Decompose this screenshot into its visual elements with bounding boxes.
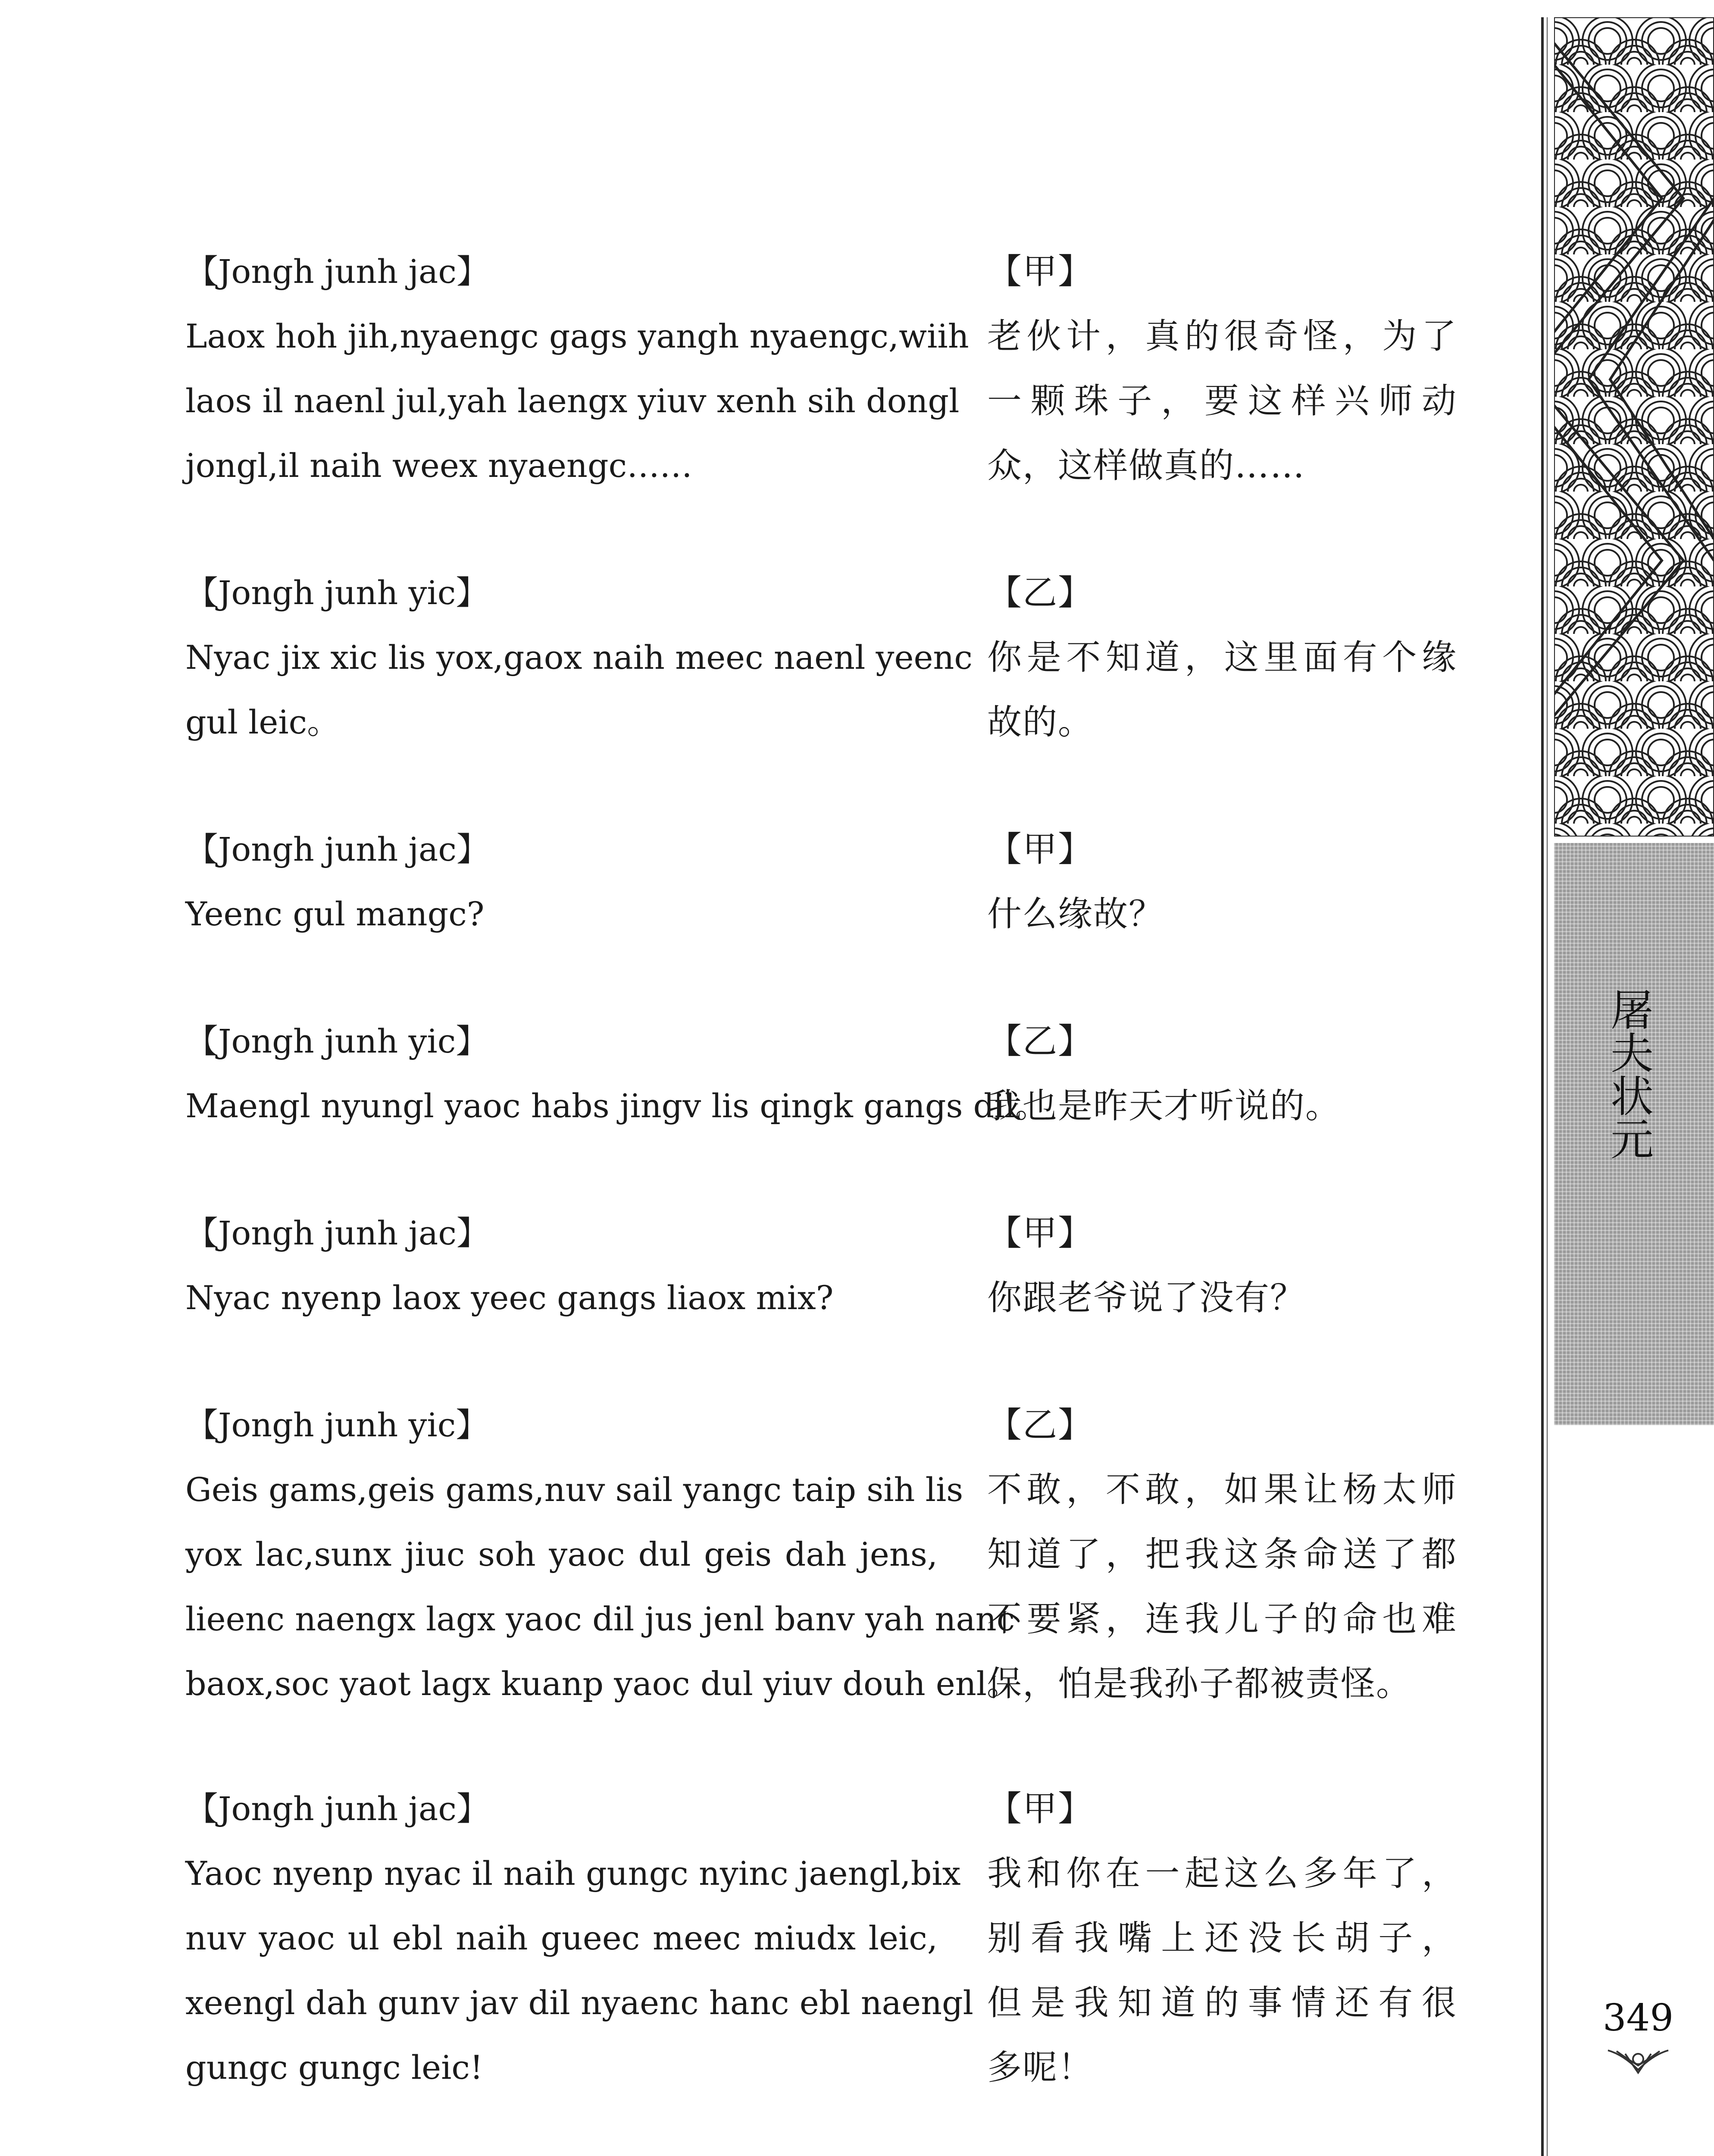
chinese-translation-column <box>987 239 1457 498</box>
chinese-speaker-label: 【乙】 <box>987 1405 1093 1445</box>
dong-text-line: lieenc naengx lagx yaoc dil jus jenl banv yah nanc <box>185 1600 1015 1638</box>
dong-speaker-label: 【Jongh junh jac】 <box>185 1214 489 1252</box>
dong-text-line: yox lac,sunx jiuc soh yaoc dul geis dah jens, <box>185 1535 938 1573</box>
chinese-text-line: 一颗珠子，要这样兴师动 <box>987 381 1457 421</box>
chinese-translation-column <box>987 561 1457 755</box>
dong-text-line: Maengl nyungl yaoc habs jingv lis qingk gangs dil。 <box>185 1087 1048 1125</box>
dong-language-column <box>185 817 938 946</box>
page-number-ornament <box>1606 2046 1670 2076</box>
chinese-speaker-label: 【甲】 <box>987 1789 1093 1829</box>
dong-language-column <box>185 1777 973 2100</box>
dong-text-line: Laox hoh jih,nyaengc gags yangh nyaengc,wiih <box>185 317 969 355</box>
chinese-text-line: 老伙计，真的很奇怪，为了 <box>987 316 1457 356</box>
chinese-text-line: 我和你在一起这么多年了， <box>987 1853 1457 1893</box>
dong-text-line: xeengl dah gunv jav dil nyaenc hanc ebl naengl <box>185 1984 973 2022</box>
dong-text-line: Geis gams,geis gams,nuv sail yangc taip sih lis <box>185 1470 963 1509</box>
chinese-translation-column <box>987 1777 1457 2100</box>
dong-language-column <box>185 239 969 498</box>
chinese-speaker-label: 【甲】 <box>987 251 1093 291</box>
chinese-text-line: 故的。 <box>987 702 1093 742</box>
dong-text-line: laos il naenl jul,yah laengx yiuv xenh sih dongl <box>185 382 960 420</box>
chinese-speaker-label: 【乙】 <box>987 1021 1093 1061</box>
chinese-speaker-label: 【甲】 <box>987 829 1093 869</box>
running-title: 屠夫状元 <box>1603 987 1654 1160</box>
chinese-text-line: 我也是昨天才听说的。 <box>987 1086 1341 1126</box>
cloud-pattern-ornament <box>1554 17 1714 837</box>
page-number: 349 <box>1602 1996 1674 2040</box>
dong-text-line: baox,soc yaot lagx kuanp yaoc dul yiuv douh enl。 <box>185 1664 1020 1703</box>
dong-text-line: Nyac jix xic lis yox,gaox naih meec naenl yeenc <box>185 638 973 677</box>
dong-speaker-label: 【Jongh junh jac】 <box>185 830 489 868</box>
chinese-speaker-label: 【甲】 <box>987 1213 1093 1253</box>
dong-speaker-label: 【Jongh junh jac】 <box>185 252 489 291</box>
dong-text-line: Nyac nyenp laox yeec gangs liaox mix? <box>185 1279 834 1317</box>
chinese-text-line: 你跟老爷说了没有？ <box>987 1278 1305 1318</box>
chinese-translation-column <box>987 1009 1457 1138</box>
dong-speaker-label: 【Jongh junh yic】 <box>185 573 489 612</box>
margin-rule-inner <box>1547 17 1548 2156</box>
chinese-text-line: 你是不知道，这里面有个缘 <box>987 637 1457 677</box>
dong-text-line: gungc gungc leic! <box>185 2048 483 2087</box>
chinese-text-line: 多呢！ <box>987 2047 1093 2087</box>
dong-text-line: Yaoc nyenp nyac il naih gungc nyinc jaengl,bix <box>185 1854 961 1893</box>
dong-language-column <box>185 1393 1020 1716</box>
dong-speaker-label: 【Jongh junh yic】 <box>185 1406 489 1444</box>
dong-speaker-label: 【Jongh junh jac】 <box>185 1789 489 1828</box>
chinese-translation-column <box>987 1201 1457 1330</box>
chinese-text-line: 众，这样做真的…… <box>987 445 1305 486</box>
chinese-text-line: 别看我嘴上还没长胡子， <box>987 1918 1457 1958</box>
dong-text-line: nuv yaoc ul ebl naih gueec meec miudx leic, <box>185 1919 938 1957</box>
margin-rule <box>1541 17 1544 2156</box>
chinese-text-line: 知道了，把我这条命送了都 <box>987 1534 1457 1574</box>
chinese-text-line: 不要紧，连我儿子的命也难 <box>987 1599 1457 1639</box>
dong-language-column <box>185 1009 1048 1138</box>
dong-text-line: Yeenc gul mangc? <box>185 895 485 933</box>
dong-text-line: gul leic。 <box>185 703 340 741</box>
chinese-speaker-label: 【乙】 <box>987 573 1093 613</box>
dong-speaker-label: 【Jongh junh yic】 <box>185 1022 489 1060</box>
chinese-text-line: 但是我知道的事情还有很 <box>987 1983 1457 2023</box>
chinese-text-line: 保，怕是我孙子都被责怪。 <box>987 1664 1411 1704</box>
chinese-text-line: 不敢，不敢，如果让杨太师 <box>987 1470 1457 1510</box>
chinese-translation-column <box>987 1393 1457 1716</box>
dong-language-column <box>185 561 973 755</box>
chinese-translation-column <box>987 817 1457 946</box>
chinese-text-line: 什么缘故？ <box>987 894 1164 934</box>
dong-language-column <box>185 1201 938 1330</box>
dong-text-line: jongl,il naih weex nyaengc…… <box>185 446 693 485</box>
